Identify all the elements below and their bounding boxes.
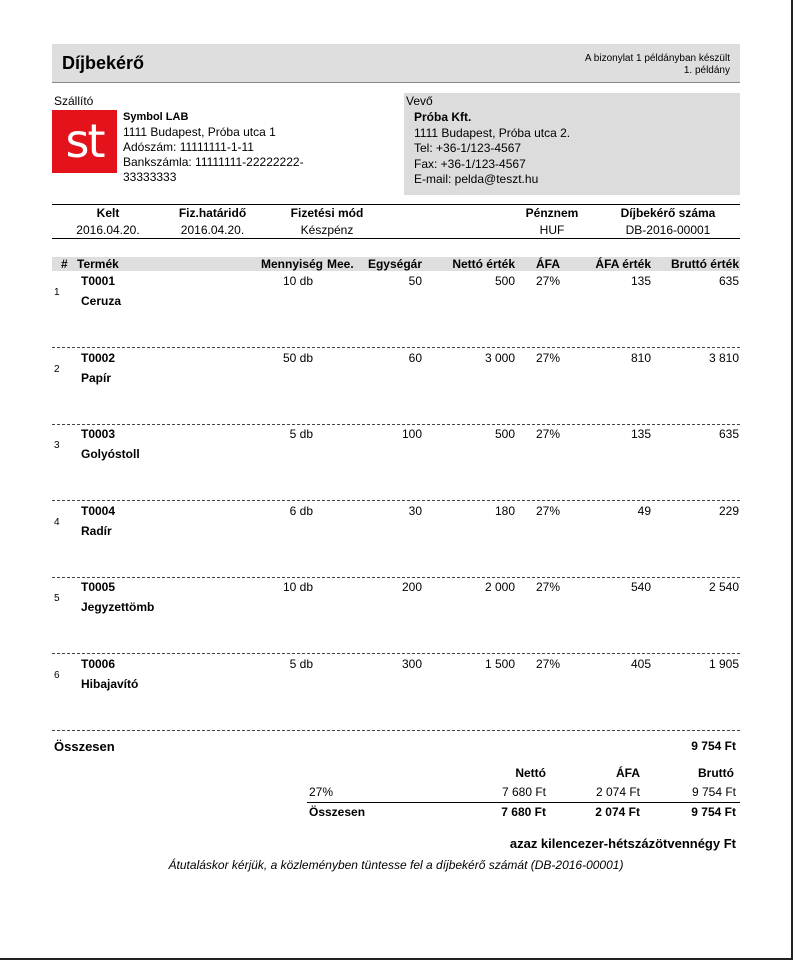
quantity: 10 db <box>282 274 313 288</box>
product-code: T0001 <box>81 274 116 288</box>
unit-price: 200 <box>401 580 422 594</box>
product-code: T0006 <box>81 656 116 671</box>
supplier-name: Symbol LAB <box>123 111 189 123</box>
buyer-address: 1111 Budapest, Próba utca 2. <box>414 125 571 140</box>
net-value: 500 <box>494 274 515 288</box>
document-number-label: Díjbekérő száma <box>620 206 716 220</box>
amount-in-words: azaz kilencezer-hétszázötvennégy Ft <box>509 836 736 851</box>
buyer-fax: Fax: +36-1/123-4567 <box>414 156 526 171</box>
vat-summary-total-vat: 2 074 Ft <box>595 805 640 819</box>
meta-top-rule <box>52 204 740 205</box>
row-index: 6 <box>54 669 60 681</box>
vat-summary-rate: 27% <box>309 785 334 799</box>
vat-summary-rule <box>307 802 740 803</box>
net-value: 180 <box>494 503 515 518</box>
vat-summary-gross: 9 754 Ft <box>691 785 736 799</box>
issue-date: 2016.04.20. <box>76 223 140 237</box>
product-name: Papír <box>81 370 112 385</box>
row-index: 2 <box>54 363 60 375</box>
quantity: 5 db <box>289 427 313 441</box>
supplier-tax-number: Adószám: 11111111-1-11 <box>123 140 254 154</box>
header-quantity: Mennyiség <box>260 257 323 271</box>
vat-summary-net: 7 680 Ft <box>501 785 546 799</box>
grand-total-amount: 9 754 Ft <box>691 739 736 753</box>
vat-amount: 540 <box>630 580 651 594</box>
buyer-details <box>414 110 570 188</box>
vat-summary-net-header: Nettó <box>515 766 546 780</box>
gross-value: 229 <box>718 503 739 518</box>
gross-value: 3 810 <box>708 350 739 365</box>
vat-summary-total-gross: 9 754 Ft <box>691 805 736 819</box>
row-separator <box>52 577 740 578</box>
gross-value: 635 <box>718 274 739 288</box>
row-separator <box>52 653 740 654</box>
product-name: Radír <box>81 523 112 538</box>
supplier-bank-account: Bankszámla: 11111111-22222222- <box>123 155 304 169</box>
header-net: Nettó érték <box>452 257 515 271</box>
title-bar <box>52 44 740 83</box>
table-row <box>52 351 740 427</box>
vat-rate: 27% <box>536 350 561 365</box>
quantity: 50 db <box>282 350 313 365</box>
vat-summary-gross-header: Bruttó <box>698 766 734 780</box>
row-separator <box>52 347 740 348</box>
vat-rate: 27% <box>536 656 561 671</box>
supplier-bank-account-cont: 33333333 <box>123 170 177 184</box>
copy-note-line1: A bizonylat 1 példányban készült <box>584 53 730 64</box>
product-code: T0003 <box>81 427 116 441</box>
row-separator <box>52 730 740 731</box>
vat-amount: 810 <box>630 350 651 365</box>
gross-value: 2 540 <box>708 580 739 594</box>
product-code: T0004 <box>81 503 116 518</box>
vat-amount: 135 <box>630 274 651 288</box>
payment-note: Átutaláskor kérjük, a közleményben tüntesse fel a díjbekérő számát (DB-2016-00001) <box>168 858 624 872</box>
vat-amount: 49 <box>637 503 651 518</box>
product-name: Ceruza <box>81 294 122 308</box>
vat-rate: 27% <box>536 580 561 594</box>
copy-note <box>585 53 730 77</box>
gross-value: 1 905 <box>708 656 739 671</box>
vat-summary-vat-header: ÁFA <box>616 766 640 780</box>
gross-value: 635 <box>718 427 739 441</box>
due-date-label: Fiz.határidő <box>178 206 247 220</box>
header-index: # <box>61 257 68 271</box>
product-name: Golyóstoll <box>81 447 140 461</box>
supplier-details <box>123 110 304 185</box>
header-vat-rate: ÁFA <box>536 257 560 271</box>
net-value: 1 500 <box>484 656 515 671</box>
unit-price: 30 <box>408 503 422 518</box>
table-row <box>52 504 740 580</box>
vat-amount: 135 <box>630 427 651 441</box>
header-unit-price: Egységár <box>367 257 422 271</box>
row-separator <box>52 424 740 425</box>
items-table-header <box>52 257 740 271</box>
row-index: 3 <box>54 440 60 451</box>
issue-date-label: Kelt <box>96 206 120 220</box>
vat-summary-vat: 2 074 Ft <box>595 785 640 799</box>
payment-method: Készpénz <box>300 223 354 237</box>
copy-note-line2: 1. példány <box>683 65 730 76</box>
row-index: 5 <box>54 593 60 604</box>
logo-text: st <box>65 114 104 168</box>
row-index: 4 <box>54 516 60 528</box>
table-row <box>52 580 740 656</box>
vat-summary-total-label: Összesen <box>309 805 366 819</box>
buyer-name: Próba Kft. <box>414 110 472 124</box>
quantity: 5 db <box>289 656 313 671</box>
header-unit: Mee. <box>327 257 354 271</box>
table-row <box>52 427 740 503</box>
product-name: Hibajavító <box>81 676 139 691</box>
unit-price: 60 <box>408 350 422 365</box>
product-code: T0002 <box>81 350 116 365</box>
buyer-box <box>404 93 740 195</box>
header-vat-amount: ÁFA érték <box>595 257 651 271</box>
buyer-label: Vevő <box>406 94 433 108</box>
header-gross: Bruttó érték <box>670 257 739 271</box>
vat-summary-total-net: 7 680 Ft <box>501 805 546 819</box>
document-number: DB-2016-00001 <box>625 223 711 237</box>
vat-rate: 27% <box>536 427 561 441</box>
vat-rate: 27% <box>536 274 561 288</box>
table-row <box>52 657 740 733</box>
unit-price: 50 <box>408 274 422 288</box>
currency: HUF <box>539 223 565 237</box>
row-separator <box>52 500 740 501</box>
unit-price: 100 <box>401 427 422 441</box>
document-title: Díjbekérő <box>62 53 145 73</box>
grand-total-label: Összesen <box>54 739 115 754</box>
company-logo <box>52 110 117 173</box>
net-value: 3 000 <box>484 350 515 365</box>
product-name: Jegyzettömb <box>81 600 155 614</box>
table-row <box>52 274 740 350</box>
net-value: 2 000 <box>484 580 515 594</box>
row-index: 1 <box>54 287 60 298</box>
payment-method-label: Fizetési mód <box>290 206 364 220</box>
vat-rate: 27% <box>536 503 561 518</box>
buyer-phone: Tel: +36-1/123-4567 <box>414 141 522 155</box>
vat-amount: 405 <box>630 656 651 671</box>
currency-label: Pénznem <box>525 206 579 220</box>
due-date: 2016.04.20. <box>180 223 245 237</box>
supplier-label: Szállító <box>54 94 94 108</box>
unit-price: 300 <box>401 656 422 671</box>
product-code: T0005 <box>81 580 116 594</box>
quantity: 10 db <box>282 580 313 594</box>
header-product: Termék <box>77 257 119 271</box>
net-value: 500 <box>494 427 515 441</box>
quantity: 6 db <box>289 503 313 518</box>
buyer-email: E-mail: pelda@teszt.hu <box>414 172 539 186</box>
supplier-address: 1111 Budapest, Próba utca 1 <box>123 125 276 139</box>
meta-bottom-rule <box>52 238 740 239</box>
